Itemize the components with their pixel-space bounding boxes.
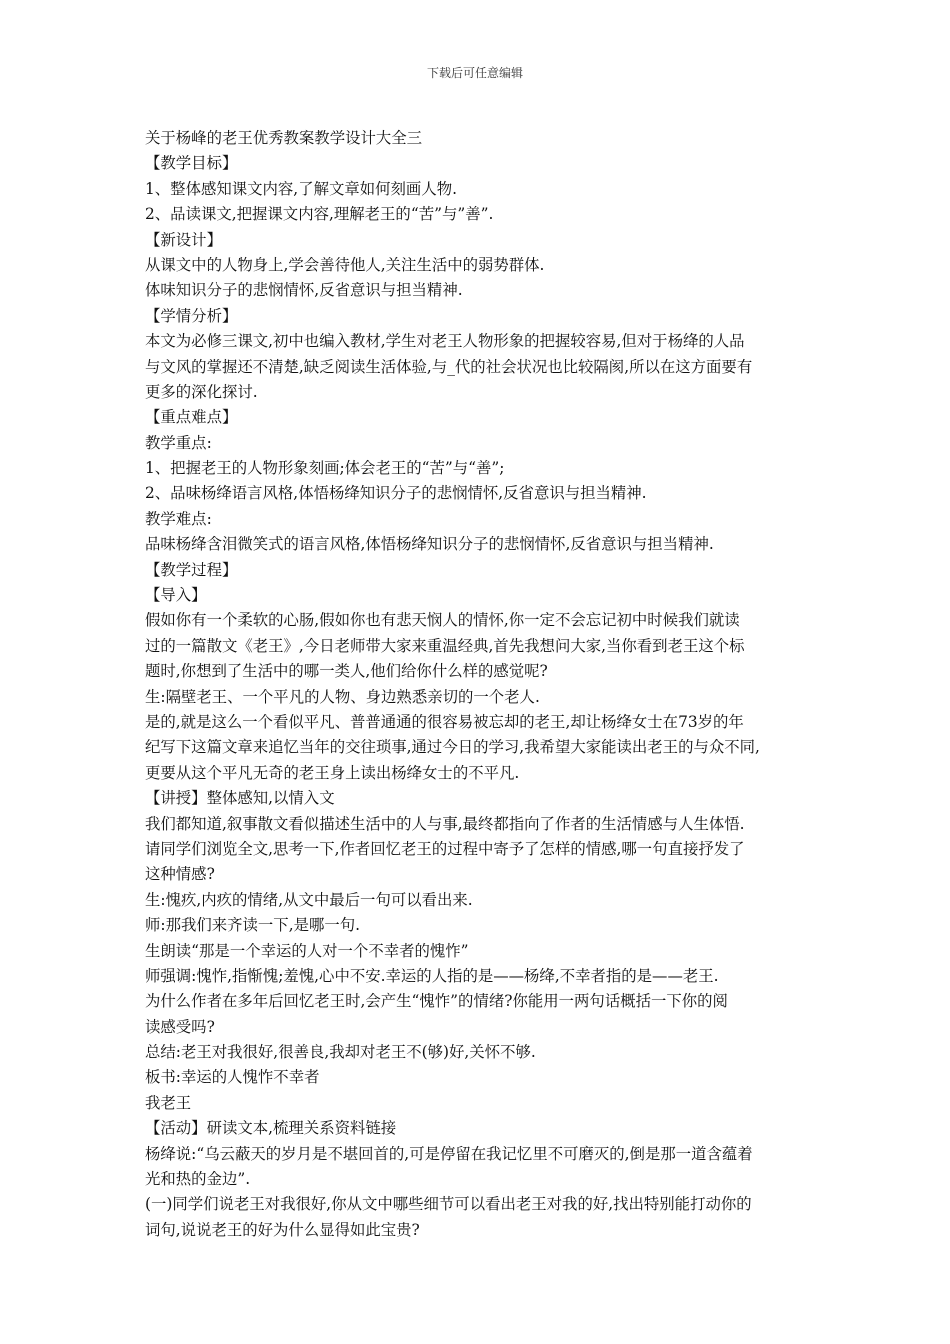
document-body <box>145 126 813 1243</box>
text-line: 品味杨绛含泪微笑式的语言风格,体悟杨绛知识分子的悲悯情怀,反省意识与担当精神. <box>145 535 714 554</box>
text-line: 教学难点: <box>145 509 212 528</box>
text-line: 纪写下这篇文章来追忆当年的交往琐事,通过今日的学习,我希望大家能读出老王的与众不同, <box>145 738 760 757</box>
text-line: 这种情感? <box>145 865 215 884</box>
text-line: 更要从这个平凡无奇的老王身上读出杨绛女士的不平凡. <box>145 763 520 782</box>
text-line: 1、把握老王的人物形象刻画;体会老王的“苦”与“善”; <box>145 459 505 478</box>
text-line: 杨绛说:“乌云蔽天的岁月是不堪回首的,可是停留在我记忆里不可磨灭的,倒是那一道含蕴着 <box>145 1144 753 1163</box>
text-line: 为什么作者在多年后回忆老王时,会产生“愧怍”的情绪?你能用一两句话概括一下你的阅 <box>145 992 728 1011</box>
text-line: 【讲授】整体感知,以情入文 <box>145 789 335 808</box>
text-line: 师强调:愧怍,指惭愧;羞愧,心中不安.幸运的人指的是——杨绛,不幸者指的是——老王. <box>145 966 719 985</box>
text-line: 1、整体感知课文内容,了解文章如何刻画人物. <box>145 179 457 198</box>
text-line: 【教学过程】 <box>145 560 238 579</box>
text-line: 词句,说说老王的好为什么显得如此宝贵? <box>145 1220 420 1239</box>
text-line: 2、品读课文,把握课文内容,理解老王的“苦”与”善”. <box>145 205 494 224</box>
text-line: 2、品味杨绛语言风格,体悟杨绛知识分子的悲悯情怀,反省意识与担当精神. <box>145 484 647 503</box>
text-line: 生:隔壁老王、一个平凡的人物、身边熟悉亲切的一个老人. <box>145 687 540 706</box>
text-line: 【学情分析】 <box>145 306 238 325</box>
text-line: 【新设计】 <box>145 230 222 249</box>
text-line: 【教学目标】 <box>145 154 238 173</box>
page-header: 下载后可任意编辑 <box>426 66 523 80</box>
text-line: 我们都知道,叙事散文看似描述生活中的人与事,最终都指向了作者的生活情感与人生体悟. <box>145 814 745 833</box>
text-line: 过的一篇散文《老王》,今日老师带大家来重温经典,首先我想问大家,当你看到老王这个标 <box>145 636 745 655</box>
text-line: 总结:老王对我很好,很善良,我却对老王不(够)好,关怀不够. <box>145 1043 536 1062</box>
text-line: 师:那我们来齐读一下,是哪一句. <box>145 916 361 935</box>
text-line: 从课文中的人物身上,学会善待他人,关注生活中的弱势群体. <box>145 255 545 274</box>
text-line: 读感受吗? <box>145 1017 215 1036</box>
text-line: 我老王 <box>145 1093 192 1112</box>
text-line: 更多的深化探讨. <box>145 382 258 401</box>
text-line: 本文为必修三课文,初中也编入教材,学生对老王人物形象的把握较容易,但对于杨绛的人品 <box>145 332 745 351</box>
text-line: (一)同学们说老王对我很好,你从文中哪些细节可以看出老王对我的好,找出特别能打动你的 <box>145 1195 752 1214</box>
text-line: 关于杨峰的老王优秀教案教学设计大全三 <box>145 129 423 147</box>
text-line: 教学重点: <box>145 433 212 452</box>
text-line: 体味知识分子的悲悯情怀,反省意识与担当精神. <box>145 281 463 300</box>
text-line: 题时,你想到了生活中的哪一类人,他们给你什么样的感觉呢? <box>145 662 548 681</box>
text-line: 光和热的金边”. <box>145 1170 251 1189</box>
text-line: 生:愧疚,内疚的情绪,从文中最后一句可以看出来. <box>145 890 473 909</box>
text-line: 板书:幸运的人愧怍不幸者 <box>145 1068 320 1087</box>
text-line: 与文风的掌握还不清楚,缺乏阅读生活体验,与_代的社会状况也比较隔阂,所以在这方面要有 <box>145 357 753 376</box>
text-line: 【导入】 <box>145 586 207 605</box>
text-line: 是的,就是这么一个看似平凡、普普通通的很容易被忘却的老王,却让杨绛女士在73岁的年 <box>145 712 744 731</box>
text-line: 【重点难点】 <box>145 408 238 427</box>
text-line: 假如你有一个柔软的心肠,假如你也有悲天悯人的情怀,你一定不会忘记初中时候我们就读 <box>145 611 740 630</box>
text-line: 请同学们浏览全文,思考一下,作者回忆老王的过程中寄予了怎样的情感,哪一句直接抒发了 <box>145 839 745 858</box>
text-line: 【活动】研读文本,梳理关系资料链接 <box>145 1119 397 1138</box>
text-line: 生朗读“那是一个幸运的人对一个不幸者的愧怍” <box>145 941 469 960</box>
